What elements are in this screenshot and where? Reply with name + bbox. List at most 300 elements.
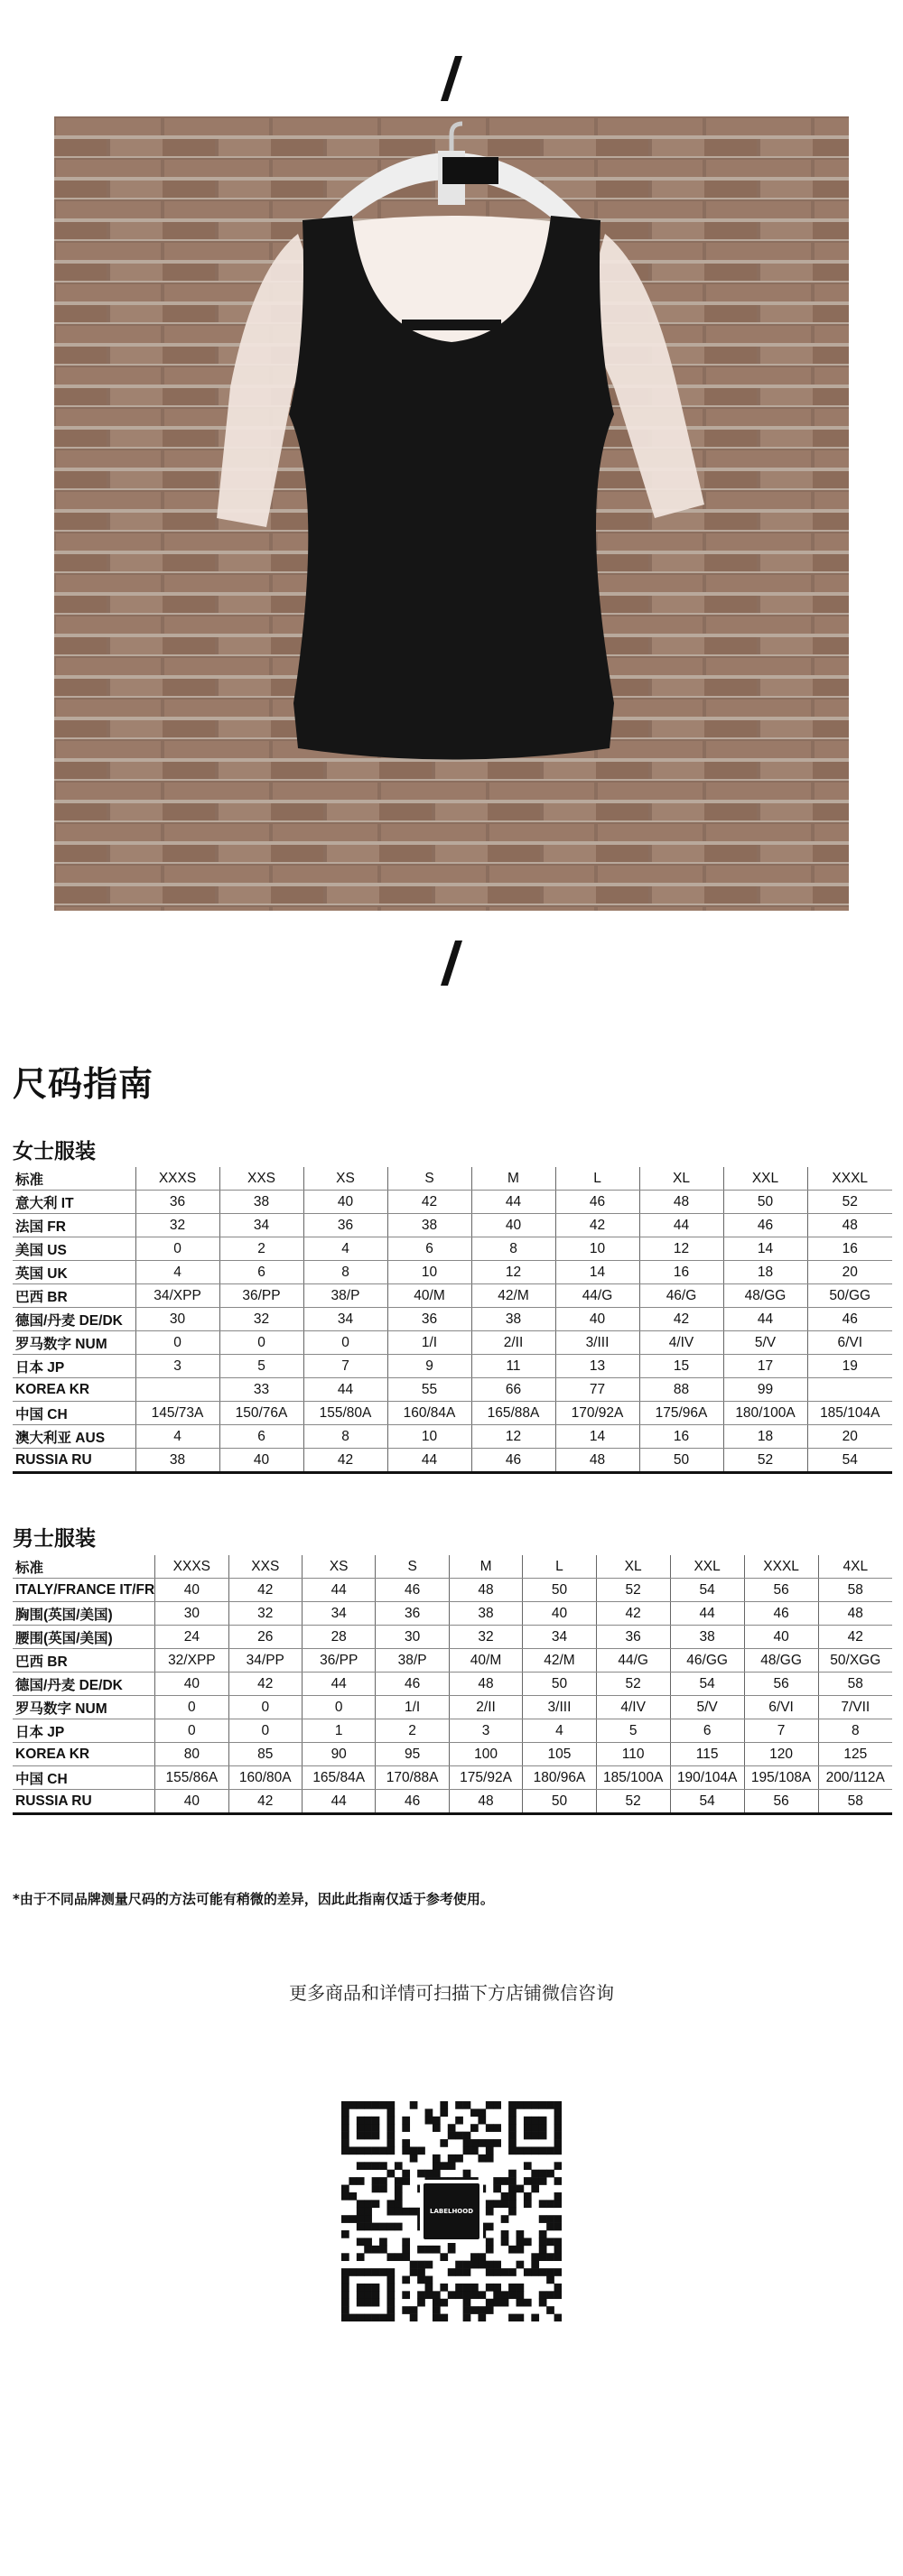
qr-module xyxy=(395,2162,403,2170)
qr-module xyxy=(433,2170,441,2178)
table-cell: 4 xyxy=(135,1261,219,1284)
qr-module xyxy=(546,2238,554,2246)
table-cell: 30 xyxy=(155,1602,228,1626)
table-cell: XXS xyxy=(228,1555,302,1579)
table-cell: 54 xyxy=(670,1673,744,1696)
table-cell: 2 xyxy=(376,1719,449,1743)
table-cell: 52 xyxy=(723,1449,807,1473)
qr-module xyxy=(463,2101,471,2109)
qr-module xyxy=(554,2139,562,2147)
qr-module xyxy=(395,2223,403,2231)
table-row xyxy=(13,1626,892,1649)
qr-module xyxy=(386,2208,395,2216)
qr-module xyxy=(357,2268,365,2276)
women-section-title: 女士服装 xyxy=(13,1140,96,1163)
qr-module xyxy=(493,2284,501,2292)
product-photo xyxy=(54,116,849,911)
qr-module xyxy=(508,2117,517,2125)
table-row xyxy=(13,1378,892,1402)
qr-module xyxy=(341,2299,349,2307)
table-cell: 150/76A xyxy=(219,1402,303,1425)
qr-module xyxy=(554,2162,562,2170)
qr-module xyxy=(531,2146,539,2154)
table-cell: 0 xyxy=(155,1696,228,1719)
row-label: 巴西 BR xyxy=(13,1284,135,1308)
qr-module xyxy=(539,2268,547,2276)
qr-module xyxy=(395,2185,403,2193)
row-label: 罗马数字 NUM xyxy=(13,1696,155,1719)
table-cell: 38 xyxy=(471,1308,555,1331)
table-cell: 8 xyxy=(818,1719,892,1743)
table-cell: 50 xyxy=(523,1673,596,1696)
qr-module xyxy=(379,2314,387,2321)
qr-module xyxy=(364,2101,372,2109)
size-guide-footnote: *由于不同品牌测量尺码的方法可能有稍微的差异，因此此指南仅适于参考使用。 xyxy=(13,1891,494,1907)
table-cell: 44/G xyxy=(555,1284,639,1308)
qr-module xyxy=(349,2101,357,2109)
qr-module xyxy=(554,2124,562,2132)
table-cell: 120 xyxy=(744,1743,818,1766)
table-cell: 32 xyxy=(228,1602,302,1626)
qr-module xyxy=(539,2246,547,2254)
qr-module xyxy=(508,2108,517,2117)
table-cell: 115 xyxy=(670,1743,744,1766)
table-cell: 46 xyxy=(471,1449,555,1473)
table-cell: 90 xyxy=(302,1743,375,1766)
table-cell: 48/GG xyxy=(723,1284,807,1308)
qr-module xyxy=(508,2146,517,2154)
qr-module xyxy=(539,2117,547,2125)
qr-module xyxy=(410,2208,418,2216)
qr-module xyxy=(478,2306,486,2314)
qr-module xyxy=(349,2146,357,2154)
table-cell: 4 xyxy=(303,1237,387,1261)
table-cell: 0 xyxy=(135,1237,219,1261)
table-cell: 175/96A xyxy=(639,1402,723,1425)
qr-module xyxy=(493,2177,501,2185)
qr-module xyxy=(364,2132,372,2140)
qr-module xyxy=(531,2117,539,2125)
qr-module xyxy=(554,2314,562,2321)
qr-module xyxy=(486,2246,494,2254)
qr-module xyxy=(539,2124,547,2132)
qr-module xyxy=(440,2162,448,2170)
table-cell: 50 xyxy=(523,1579,596,1602)
qr-module xyxy=(433,2291,441,2299)
contact-text: 更多商品和详情可扫描下方店铺微信咨询 xyxy=(289,1982,614,2004)
qr-module xyxy=(524,2200,532,2208)
table-cell: 12 xyxy=(471,1261,555,1284)
qr-module xyxy=(341,2185,349,2193)
table-row xyxy=(13,1602,892,1626)
table-cell: 42/M xyxy=(523,1649,596,1673)
qr-module xyxy=(372,2117,380,2125)
table-cell: 32 xyxy=(135,1214,219,1237)
qr-module xyxy=(517,2238,525,2246)
slash-divider-top xyxy=(440,54,463,103)
qr-module xyxy=(364,2284,372,2292)
qr-module xyxy=(455,2261,463,2269)
qr-module xyxy=(357,2146,365,2154)
table-cell: 5 xyxy=(219,1355,303,1378)
table-cell: 58 xyxy=(818,1673,892,1696)
qr-module xyxy=(524,2132,532,2140)
qr-module xyxy=(341,2146,349,2154)
qr-module xyxy=(372,2177,380,2185)
table-row xyxy=(13,1449,892,1473)
table-cell: 0 xyxy=(303,1331,387,1355)
qr-module xyxy=(372,2268,380,2276)
women-size-table xyxy=(13,1167,892,1474)
row-label: 日本 JP xyxy=(13,1355,135,1378)
qr-module xyxy=(546,2276,554,2284)
qr-module xyxy=(357,2101,365,2109)
qr-module xyxy=(402,2124,410,2132)
qr-module xyxy=(395,2200,403,2208)
table-row xyxy=(13,1284,892,1308)
table-cell: 1/I xyxy=(376,1696,449,1719)
qr-module xyxy=(546,2268,554,2276)
qr-module xyxy=(379,2268,387,2276)
qr-module xyxy=(470,2108,479,2117)
table-cell: 32/XPP xyxy=(155,1649,228,1673)
qr-module xyxy=(554,2268,562,2276)
qr-module xyxy=(486,2284,494,2292)
qr-module xyxy=(386,2291,395,2299)
qr-module xyxy=(341,2132,349,2140)
table-cell: 44/G xyxy=(596,1649,670,1673)
table-cell: 17 xyxy=(723,1355,807,1378)
qr-module xyxy=(364,2223,372,2231)
qr-module xyxy=(501,2238,509,2246)
qr-module xyxy=(395,2253,403,2261)
qr-module xyxy=(357,2299,365,2307)
table-cell: 34/XPP xyxy=(135,1284,219,1308)
row-label: 罗马数字 NUM xyxy=(13,1331,135,1355)
qr-module xyxy=(531,2177,539,2185)
qr-module xyxy=(531,2314,539,2321)
table-cell: 36 xyxy=(135,1191,219,1214)
table-cell: 3/III xyxy=(555,1331,639,1355)
table-cell: 42/M xyxy=(471,1284,555,1308)
table-cell: 6 xyxy=(670,1719,744,1743)
table-cell: 10 xyxy=(387,1425,471,1449)
qr-module xyxy=(478,2139,486,2147)
table-row xyxy=(13,1649,892,1673)
table-cell: 46 xyxy=(555,1191,639,1214)
qr-module xyxy=(341,2253,349,2261)
qr-module xyxy=(386,2101,395,2109)
table-cell: M xyxy=(471,1167,555,1191)
qr-module xyxy=(372,2132,380,2140)
qr-module xyxy=(364,2146,372,2154)
qr-module xyxy=(517,2261,525,2269)
table-row xyxy=(13,1191,892,1214)
qr-module xyxy=(433,2306,441,2314)
qr-module xyxy=(417,2291,425,2299)
table-cell: 34 xyxy=(523,1626,596,1649)
table-row xyxy=(13,1696,892,1719)
qr-module xyxy=(386,2284,395,2292)
table-cell: 36/PP xyxy=(302,1649,375,1673)
qr-module xyxy=(493,2261,501,2269)
table-cell: 52 xyxy=(807,1191,892,1214)
table-cell: 80 xyxy=(155,1743,228,1766)
qr-module xyxy=(470,2291,479,2299)
qr-module xyxy=(524,2192,532,2201)
qr-module xyxy=(402,2306,410,2314)
qr-module xyxy=(433,2117,441,2125)
qr-module xyxy=(386,2223,395,2231)
qr-module xyxy=(372,2246,380,2254)
qr-module xyxy=(486,2306,494,2314)
qr-module xyxy=(386,2170,395,2178)
table-cell: 34/PP xyxy=(228,1649,302,1673)
qr-module xyxy=(539,2200,547,2208)
qr-module xyxy=(357,2177,365,2185)
qr-module xyxy=(364,2208,372,2216)
qr-module xyxy=(386,2306,395,2314)
table-cell xyxy=(135,1378,219,1402)
qr-module xyxy=(478,2154,486,2163)
row-label: 澳大利亚 AUS xyxy=(13,1425,135,1449)
table-cell: 46 xyxy=(376,1579,449,1602)
qr-module xyxy=(410,2261,418,2269)
row-label: 胸围(英国/美国) xyxy=(13,1602,155,1626)
table-cell: 9 xyxy=(387,1355,471,1378)
table-cell: 56 xyxy=(744,1790,818,1814)
qr-module xyxy=(486,2200,494,2208)
qr-module xyxy=(508,2192,517,2201)
qr-module xyxy=(364,2299,372,2307)
qr-module xyxy=(410,2268,418,2276)
table-cell: XS xyxy=(303,1167,387,1191)
table-cell: 170/88A xyxy=(376,1766,449,1790)
table-cell: 95 xyxy=(376,1743,449,1766)
row-label: KOREA KR xyxy=(13,1378,135,1402)
qr-module xyxy=(455,2284,463,2292)
qr-module xyxy=(478,2261,486,2269)
row-label: 中国 CH xyxy=(13,1402,135,1425)
qr-module xyxy=(554,2215,562,2223)
table-cell: 42 xyxy=(228,1790,302,1814)
qr-module xyxy=(546,2101,554,2109)
qr-module xyxy=(425,2108,433,2117)
qr-module xyxy=(478,2117,486,2125)
table-cell: 42 xyxy=(228,1673,302,1696)
table-cell: 0 xyxy=(228,1719,302,1743)
qr-module xyxy=(539,2253,547,2261)
qr-module xyxy=(372,2124,380,2132)
table-cell: 46 xyxy=(723,1214,807,1237)
qr-module xyxy=(455,2154,463,2163)
qr-module xyxy=(486,2101,494,2109)
qr-module xyxy=(524,2124,532,2132)
qr-module xyxy=(357,2238,365,2246)
qr-module xyxy=(508,2124,517,2132)
qr-module xyxy=(402,2170,410,2178)
qr-module xyxy=(357,2124,365,2132)
qr-module xyxy=(486,2238,494,2246)
qr-module xyxy=(470,2261,479,2269)
table-cell: 66 xyxy=(471,1378,555,1402)
qr-module xyxy=(425,2117,433,2125)
qr-module xyxy=(501,2299,509,2307)
qr-module xyxy=(546,2291,554,2299)
qr-module xyxy=(524,2238,532,2246)
qr-module xyxy=(517,2185,525,2193)
table-cell: 40/M xyxy=(449,1649,522,1673)
qr-module xyxy=(341,2314,349,2321)
table-cell: XL xyxy=(639,1167,723,1191)
table-cell: 40 xyxy=(219,1449,303,1473)
table-cell: 48 xyxy=(449,1790,522,1814)
table-cell: 6/VI xyxy=(744,1696,818,1719)
table-cell xyxy=(807,1378,892,1402)
qr-module xyxy=(425,2291,433,2299)
qr-module xyxy=(402,2291,410,2299)
table-cell: 48 xyxy=(807,1214,892,1237)
table-cell: 190/104A xyxy=(670,1766,744,1790)
table-cell: 8 xyxy=(303,1425,387,1449)
qr-module xyxy=(546,2253,554,2261)
table-cell: 40 xyxy=(155,1673,228,1696)
qr-module xyxy=(357,2291,365,2299)
qr-module xyxy=(448,2268,456,2276)
qr-module xyxy=(501,2177,509,2185)
qr-module xyxy=(341,2117,349,2125)
qr-module xyxy=(357,2200,365,2208)
qr-module xyxy=(417,2276,425,2284)
table-cell: 52 xyxy=(596,1790,670,1814)
qr-module xyxy=(470,2306,479,2314)
table-cell: 160/84A xyxy=(387,1402,471,1425)
table-cell: 185/100A xyxy=(596,1766,670,1790)
table-cell: 44 xyxy=(302,1673,375,1696)
table-cell: 50 xyxy=(639,1449,723,1473)
table-cell: 38 xyxy=(449,1602,522,1626)
table-cell: 46 xyxy=(376,1673,449,1696)
qr-module xyxy=(357,2132,365,2140)
table-cell: 38/P xyxy=(303,1284,387,1308)
qr-module xyxy=(364,2246,372,2254)
qr-module xyxy=(470,2124,479,2132)
table-cell: 46 xyxy=(376,1790,449,1814)
qr-module xyxy=(349,2177,357,2185)
qr-module xyxy=(395,2177,403,2185)
qr-module xyxy=(357,2117,365,2125)
qr-module xyxy=(470,2146,479,2154)
qr-module xyxy=(433,2314,441,2321)
qr-module xyxy=(440,2101,448,2109)
table-cell: 2/II xyxy=(471,1331,555,1355)
qr-module xyxy=(372,2284,380,2292)
qr-module xyxy=(386,2314,395,2321)
table-cell: XXXS xyxy=(135,1167,219,1191)
qr-module xyxy=(554,2117,562,2125)
table-cell: 4/IV xyxy=(596,1696,670,1719)
table-cell: 40 xyxy=(744,1626,818,1649)
qr-module xyxy=(372,2200,380,2208)
men-section-title: 男士服装 xyxy=(13,1527,96,1551)
qr-module xyxy=(402,2238,410,2246)
qr-module xyxy=(440,2253,448,2261)
table-row xyxy=(13,1790,892,1814)
table-cell: XXS xyxy=(219,1167,303,1191)
table-cell: 0 xyxy=(219,1331,303,1355)
qr-module xyxy=(493,2185,501,2193)
qr-module xyxy=(379,2146,387,2154)
table-cell: 5 xyxy=(596,1719,670,1743)
table-cell: 10 xyxy=(387,1261,471,1284)
table-cell: 28 xyxy=(302,1626,375,1649)
row-label: 德国/丹麦 DE/DK xyxy=(13,1673,155,1696)
table-cell: 170/92A xyxy=(555,1402,639,1425)
qr-module xyxy=(395,2192,403,2201)
row-label: 意大利 IT xyxy=(13,1191,135,1214)
qr-module xyxy=(386,2268,395,2276)
qr-module xyxy=(357,2314,365,2321)
table-cell: XXL xyxy=(670,1555,744,1579)
qr-module xyxy=(357,2162,365,2170)
store-logo xyxy=(420,2180,483,2243)
qr-module xyxy=(508,2200,517,2208)
qr-module xyxy=(386,2146,395,2154)
table-cell: 125 xyxy=(818,1743,892,1766)
qr-module xyxy=(463,2146,471,2154)
table-cell: 48 xyxy=(555,1449,639,1473)
qr-module xyxy=(395,2208,403,2216)
table-row xyxy=(13,1425,892,1449)
table-cell: S xyxy=(376,1555,449,1579)
table-row xyxy=(13,1673,892,1696)
qr-module xyxy=(486,2261,494,2269)
qr-module xyxy=(410,2101,418,2109)
qr-module xyxy=(341,2139,349,2147)
table-cell: 38 xyxy=(387,1214,471,1237)
qr-module xyxy=(524,2162,532,2170)
qr-module xyxy=(386,2200,395,2208)
qr-module xyxy=(508,2208,517,2216)
table-cell: 155/80A xyxy=(303,1402,387,1425)
qr-module xyxy=(379,2177,387,2185)
qr-module xyxy=(386,2108,395,2117)
table-cell: 180/100A xyxy=(723,1402,807,1425)
wechat-qr-code[interactable] xyxy=(341,2101,562,2321)
qr-module xyxy=(531,2268,539,2276)
qr-module xyxy=(517,2230,525,2238)
qr-module xyxy=(386,2139,395,2147)
qr-module xyxy=(486,2139,494,2147)
qr-module xyxy=(433,2246,441,2254)
qr-module xyxy=(372,2314,380,2321)
qr-module xyxy=(433,2124,441,2132)
table-cell: 48 xyxy=(449,1579,522,1602)
qr-module xyxy=(501,2291,509,2299)
qr-module xyxy=(539,2238,547,2246)
qr-module xyxy=(470,2253,479,2261)
qr-module xyxy=(524,2299,532,2307)
table-cell: 16 xyxy=(639,1425,723,1449)
table-cell: 10 xyxy=(555,1237,639,1261)
qr-module xyxy=(539,2146,547,2154)
table-cell: 20 xyxy=(807,1425,892,1449)
qr-module xyxy=(554,2192,562,2201)
qr-module xyxy=(531,2170,539,2178)
men-size-table xyxy=(13,1555,892,1815)
qr-module xyxy=(372,2146,380,2154)
table-cell: 36 xyxy=(387,1308,471,1331)
